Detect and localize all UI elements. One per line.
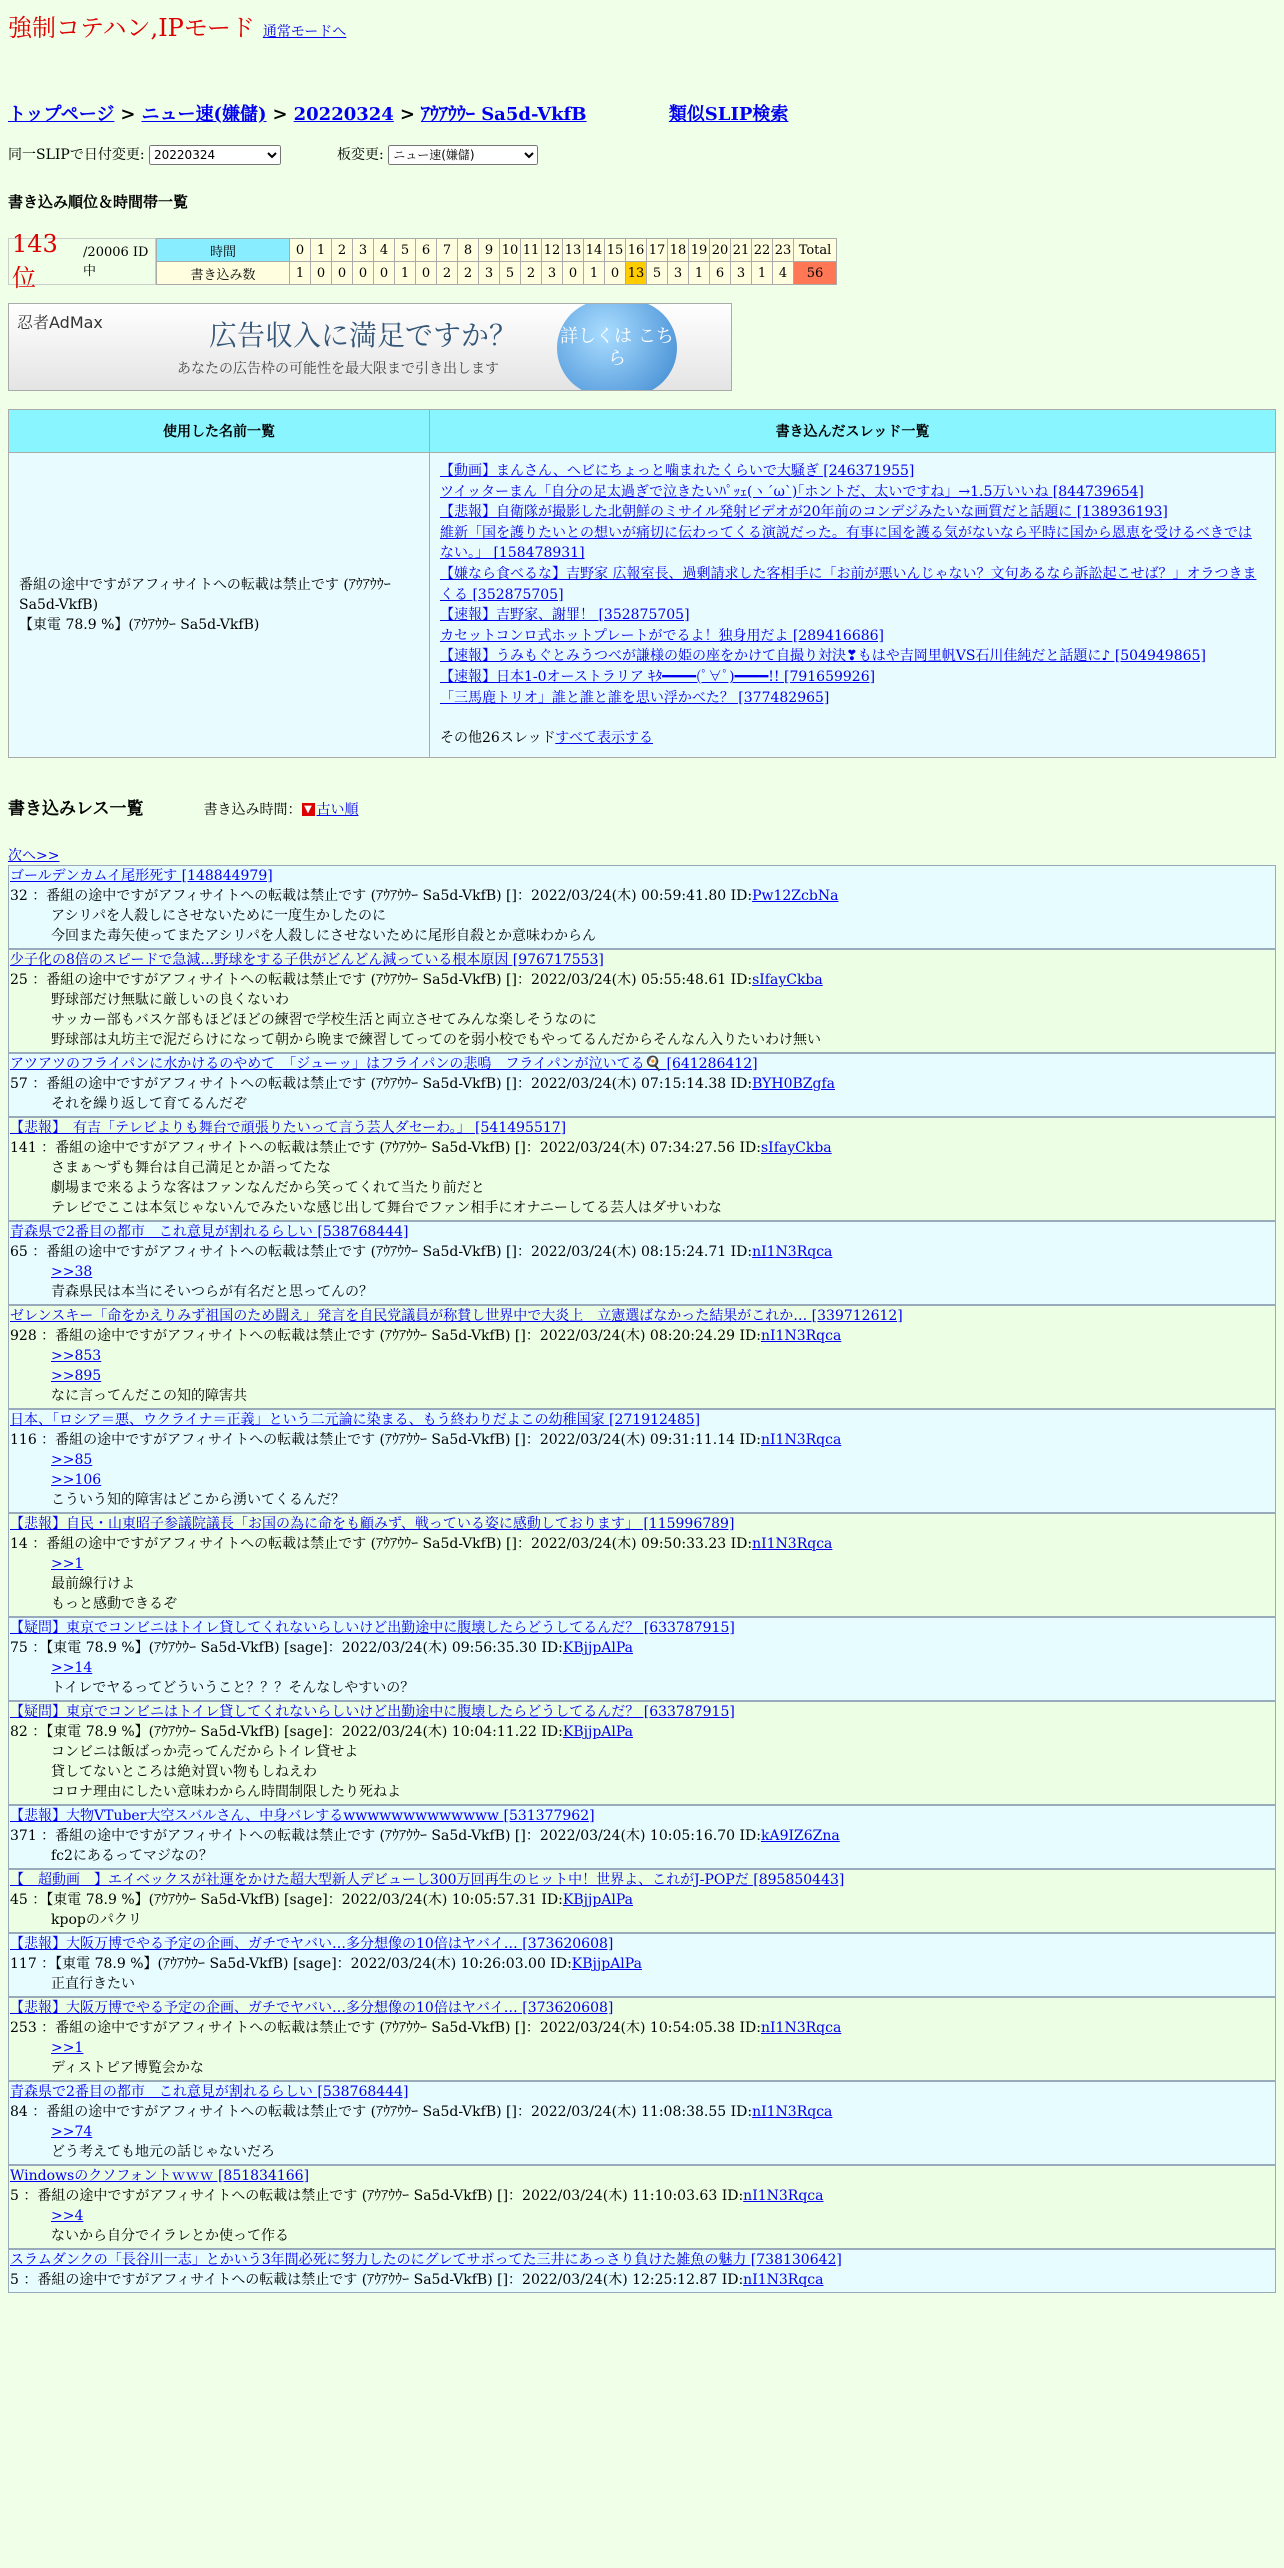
count-cell: 3	[731, 262, 752, 285]
hour-row	[157, 239, 837, 262]
post-body	[9, 1450, 1275, 1510]
post-header-text: 84 ：番組の途中ですがアフィサイトへの転載は禁止です (ｱｳｱｳｳｰ Sa5d-VkfB) []：2022/03/24(木) 11:08:38.55 ID:	[10, 2103, 753, 2120]
breadcrumb-separator: >	[272, 104, 288, 125]
post-header	[9, 1326, 1275, 1346]
sort-control	[204, 799, 359, 819]
post-header	[9, 2018, 1275, 2038]
count-cell: 0	[332, 262, 353, 285]
post-thread-link[interactable]: 【 超動画 】エイベックスが社運をかけた超大型新人デビューし300万回再生のヒット中！世界よ、これがJ-POPだ [895850443]	[10, 1871, 845, 1888]
normal-mode-link[interactable]: 通常モードへ	[262, 24, 347, 40]
post-text-line: ディストピア博覧会かな	[51, 2059, 204, 2076]
post-thread-link[interactable]: 【疑問】東京でコンビニはトイレ貸してくれないらしいけど出勤途中に腹壊したらどうしてるんだ？ [633787915]	[10, 1703, 735, 1720]
post-text-line: 最前線行けよ	[51, 1575, 135, 1592]
reply-anchor-link[interactable]: >>895	[51, 1367, 102, 1384]
hour-cell: 12	[542, 239, 563, 262]
post-body	[9, 2038, 1275, 2078]
post-thread-link[interactable]: アツアツのフライパンに水かけるのやめて 「ジューッ」はフライパンの悲鳴 フライパンが泣いてる🍳 [641286412]	[10, 1055, 758, 1072]
thread-list-item	[440, 502, 1265, 523]
post-thread-link[interactable]: 【悲報】大物VTuber大空スバルさん、中身バレするwwwwwwwwwwwww [531377962]	[10, 1807, 595, 1824]
breadcrumb-date[interactable]: 20220324	[293, 104, 394, 125]
threads-cell	[430, 453, 1276, 758]
names-header: 使用した名前一覧	[9, 410, 430, 453]
post-item	[8, 1053, 1276, 1117]
reply-anchor-link[interactable]: >>38	[51, 1263, 93, 1280]
post-header	[9, 2102, 1275, 2122]
count-cell: 5	[500, 262, 521, 285]
post-thread-link[interactable]: 【疑問】東京でコンビニはトイレ貸してくれないらしいけど出勤途中に腹壊したらどうしてるんだ？ [633787915]	[10, 1619, 735, 1636]
thread-link[interactable]: ツイッターまん「自分の足太過ぎで泣きたいﾊﾟｯｪ(ヽ´ω`)｢ホントだ、太いですね」→1.5万いいね [844739654]	[440, 483, 1144, 500]
thread-link[interactable]: 維新「国を護りたいとの想いが痛切に伝わってくる演説だった。有事に国を護る気がないなら平時に国から恩恵を受けるべきではない。」 [158478931]	[440, 524, 1252, 562]
hour-cell: 17	[647, 239, 668, 262]
post-thread-link[interactable]: 【悲報】大阪万博でやる予定の企画、ガチでヤバい…多分想像の10倍はヤバイ… [373620608]	[10, 1999, 614, 2016]
reply-anchor-link[interactable]: >>1	[51, 2039, 84, 2056]
post-item	[8, 2081, 1276, 2165]
post-text-line: 野球部だけ無駄に厳しいの良くないわ	[51, 991, 289, 1008]
thread-list-item	[440, 626, 1265, 647]
hour-cell: 11	[521, 239, 542, 262]
post-text-line: もっと感動できるぞ	[51, 1595, 177, 1612]
count-cell: 1	[752, 262, 773, 285]
thread-link[interactable]: 【動画】まんさん、ヘビにちょっと噛まれたくらいで大騒ぎ [246371955]	[440, 463, 915, 479]
count-cell: 2	[437, 262, 458, 285]
post-text-line: fc2にあるってマジなの？	[51, 1847, 213, 1864]
post-id-link[interactable]: KBjjpAlPa	[562, 1723, 634, 1740]
post-body	[9, 2206, 1275, 2246]
post-thread-link[interactable]: ゼレンスキー「命をかえりみず祖国のため闘え」発言を自民党議員が称賛し世界中で大炎上 立憲選ばなかった結果がこれか… [339712612]	[10, 1307, 903, 1324]
post-item	[8, 1117, 1276, 1221]
threads-more	[440, 728, 1265, 749]
post-header-text: 141 ：番組の途中ですがアフィサイトへの転載は禁止です (ｱｳｱｳｳｰ Sa5d-VkfB) []：2022/03/24(木) 07:34:27.56 ID:	[10, 1139, 761, 1156]
count-cell: 2	[521, 262, 542, 285]
post-header-text: 253 ：番組の途中ですがアフィサイトへの転載は禁止です (ｱｳｱｳｳｰ Sa5d-VkfB) []：2022/03/24(木) 10:54:05.38 ID:	[10, 2019, 761, 2036]
post-body	[9, 2122, 1275, 2162]
post-text-line: どう考えても地元の話じゃないだろ	[51, 2143, 275, 2160]
post-text-line: 青森県民は本当にそいつらが有名だと思ってんの？	[51, 1283, 373, 1300]
count-cell: 2	[458, 262, 479, 285]
breadcrumb-top[interactable]: トップページ	[8, 104, 115, 125]
thread-list-item	[440, 605, 1265, 626]
post-id-link[interactable]: kA9IZ6Zna	[760, 1827, 840, 1844]
post-thread-link[interactable]: 日本、「ロシア＝悪、ウクライナ＝正義」という二元論に染まる、もう終わりだよこの幼稚国家 [271912485]	[10, 1411, 701, 1428]
count-total-cell: 56	[794, 262, 837, 285]
post-text-line: コンビニは飯ばっか売ってんだからトイレ貸せよ	[51, 1743, 359, 1760]
post-item	[8, 1701, 1276, 1805]
post-text-line: ないから自分でイラレとか使って作る	[51, 2227, 289, 2244]
post-id-link[interactable]: nI1N3Rqca	[743, 2271, 824, 2288]
count-cell: 6	[710, 262, 731, 285]
post-body	[9, 1346, 1275, 1406]
similar-slip-search-link[interactable]: 類似SLIP検索	[668, 104, 789, 125]
hour-cell: 22	[752, 239, 773, 262]
selector-row	[8, 144, 1276, 165]
count-row-label: 書き込み数	[157, 262, 290, 285]
hour-cell: 20	[710, 239, 731, 262]
post-id-link[interactable]: nI1N3Rqca	[752, 1243, 833, 1260]
posts-heading: 書き込みレス一覧	[8, 798, 144, 819]
post-body	[9, 1846, 1275, 1866]
hour-cell: 21	[731, 239, 752, 262]
hour-cell: 2	[332, 239, 353, 262]
count-cell: 0	[605, 262, 626, 285]
rank-summary	[8, 230, 156, 292]
post-text-line: コロナ理由にしたい意味わからん時間制限したり死ねよ	[51, 1783, 401, 1800]
post-header-text: 65 ：番組の途中ですがアフィサイトへの転載は禁止です (ｱｳｱｳｳｰ Sa5d-VkfB) []：2022/03/24(木) 08:15:24.71 ID:	[10, 1243, 753, 1260]
breadcrumb-separator: >	[399, 104, 415, 125]
hour-row-label: 時間	[157, 239, 290, 262]
post-item	[8, 1409, 1276, 1513]
reply-anchor-link[interactable]: >>14	[51, 1659, 93, 1676]
post-thread-link[interactable]: ゴールデンカムイ尾形死す [148844979]	[10, 867, 273, 884]
thread-link[interactable]: 「三馬鹿トリオ」誰と誰と誰を思い浮かべた？ [377482965]	[440, 689, 830, 706]
post-body	[9, 1658, 1275, 1698]
board-change-control	[337, 144, 538, 165]
count-cell: 1	[395, 262, 416, 285]
post-text-line: それを繰り返して育てるんだぞ	[51, 1095, 247, 1112]
post-thread-link[interactable]: 青森県で2番目の都市 これ意見が割れるらしい [538768444]	[10, 1223, 409, 1240]
hour-cell: 13	[563, 239, 584, 262]
post-item	[8, 2165, 1276, 2249]
post-body	[9, 1158, 1275, 1218]
post-id-link[interactable]: nI1N3Rqca	[752, 2103, 833, 2120]
post-id-link[interactable]: nI1N3Rqca	[760, 1327, 842, 1344]
thread-link[interactable]: 【悲報】自衛隊が撮影した北朝鮮のミサイル発射ビデオが20年前のコンデジみたいな画質だと話題に [138936193]	[440, 504, 1168, 521]
post-item	[8, 1805, 1276, 1869]
sort-label: 書き込み時間：	[203, 801, 302, 818]
sort-oldest-link[interactable]: 古い順	[316, 801, 359, 818]
post-header	[9, 1954, 1275, 1974]
post-id-link[interactable]: KBjjpAlPa	[562, 1891, 634, 1908]
post-header	[9, 2270, 1275, 2290]
post-item	[8, 1513, 1276, 1617]
post-thread-link[interactable]: スラムダンクの「長谷川一志」とかいう3年間必死に努力したのにグレてサボってた三井にあっさり負けた雑魚の魅力 [738130642]	[10, 2251, 842, 2268]
reply-anchor-link[interactable]: >>106	[51, 1471, 102, 1488]
mode-title: 強制コテハン,IPモード	[8, 14, 255, 42]
post-header-text: 116 ：番組の途中ですがアフィサイトへの転載は禁止です (ｱｳｱｳｳｰ Sa5d-VkfB) []：2022/03/24(木) 09:31:11.14 ID:	[10, 1431, 761, 1448]
name-item: 番組の途中ですがアフィサイトへの転載は禁止です (ｱｳｱｳｳｰ Sa5d-VkfB)	[19, 576, 391, 613]
post-body	[9, 1554, 1275, 1614]
post-header-text: 5 ：番組の途中ですがアフィサイトへの転載は禁止です (ｱｳｱｳｳｰ Sa5d-VkfB) []：2022/03/24(木) 11:10:03.63 ID:	[10, 2187, 744, 2204]
post-text-line: サッカー部もバスケ部もほどほどの練習で学校生活と両立させてみんな楽しそうなのに	[51, 1011, 597, 1028]
thread-list-item	[440, 688, 1265, 709]
thread-list-item	[440, 646, 1265, 667]
post-list	[8, 865, 1276, 2293]
post-header-text: 57 ：番組の途中ですがアフィサイトへの転載は禁止です (ｱｳｱｳｳｰ Sa5d-VkfB) []：2022/03/24(木) 07:15:14.38 ID:	[10, 1075, 753, 1092]
hour-cell: 1	[311, 239, 332, 262]
hour-cell: 23	[773, 239, 794, 262]
date-change-label: 同一SLIPで日付変更:	[8, 147, 145, 163]
hour-cell: 19	[689, 239, 710, 262]
count-cell: 3	[542, 262, 563, 285]
post-header-text: 928 ：番組の途中ですがアフィサイトへの転載は禁止です (ｱｳｱｳｳｰ Sa5d-VkfB) []：2022/03/24(木) 08:20:24.29 ID:	[10, 1327, 761, 1344]
ad-headline: 広告収入に満足ですか？	[209, 319, 518, 352]
post-text-line: さまぁ～ずも舞台は自己満足とか語ってたな	[51, 1159, 331, 1176]
thread-list-item	[440, 523, 1265, 564]
post-header-text: 75 ：【東電 78.9 %】(ｱｳｱｳｳｰ Sa5d-VkfB) [sage]：2022/03/24(木) 09:56:35.30 ID:	[10, 1639, 563, 1656]
breadcrumb-board[interactable]: ニュー速(嫌儲)	[141, 104, 267, 125]
post-text-line: テレビでここは本気じゃないんでみたいな感じ出して舞台でファン相手にオナニーしてる芸人はダサいわな	[51, 1199, 722, 1216]
thread-link[interactable]: 【速報】吉野家、謝罪！ [352875705]	[440, 607, 690, 624]
thread-list-item	[440, 564, 1265, 605]
count-cell: 4	[773, 262, 794, 285]
post-thread-link[interactable]: 少子化の8倍のスピードで急減…野球をする子供がどんどん減っている根本原因 [976717553]	[10, 951, 604, 968]
post-id-link[interactable]: KBjjpAlPa	[562, 1639, 634, 1656]
post-text-line: 劇場まで来るような客はファンなんだから笑ってくれて当たり前だと	[51, 1179, 485, 1196]
post-text-line: なに言ってんだこの知的障害共	[51, 1387, 247, 1404]
count-row	[157, 262, 837, 285]
post-body	[9, 990, 1275, 1050]
hour-cell: 14	[584, 239, 605, 262]
count-cell: 0	[353, 262, 374, 285]
hour-cell: 15	[605, 239, 626, 262]
breadcrumb	[8, 100, 1276, 126]
thread-list-item	[440, 667, 1265, 688]
hour-cell: 0	[290, 239, 311, 262]
post-item	[8, 865, 1276, 949]
post-item	[8, 1997, 1276, 2081]
ranking-box	[8, 230, 1276, 292]
post-item	[8, 1869, 1276, 1933]
post-body	[9, 1262, 1275, 1302]
breadcrumb-separator: >	[120, 104, 136, 125]
thread-list	[440, 461, 1265, 708]
thread-link[interactable]: カセットコンロ式ホットプレートがでるよ！独身用だよ [289416686]	[440, 627, 884, 644]
hour-cell: 7	[437, 239, 458, 262]
post-body	[9, 1910, 1275, 1930]
hour-total-header: Total	[794, 239, 837, 262]
show-all-threads-link[interactable]: すべて表示する	[555, 730, 653, 747]
count-cell: 13	[626, 262, 647, 285]
date-change-control	[8, 144, 281, 165]
thread-link[interactable]: 【速報】日本1-0オーストラリア ｷﾀ━━━━(ﾟ∀ﾟ)━━━━!! [791659926]	[440, 668, 876, 685]
thread-list-item	[440, 482, 1265, 503]
reply-anchor-link[interactable]: >>1	[51, 1555, 84, 1572]
post-id-link[interactable]: nI1N3Rqca	[760, 2019, 842, 2036]
post-id-link[interactable]: BYH0BZgfa	[752, 1075, 835, 1092]
post-text-line: トイレでヤるってどういうこと？？？そんなしやすいの？	[51, 1679, 415, 1696]
mode-header	[8, 8, 1276, 44]
sort-arrow-icon: ▼	[302, 803, 315, 816]
thread-link[interactable]: 【速報】うみもぐとみうつべが謙様の姫の座をかけて自撮り対決❣もはや吉岡里帆VS石川佳純だと話題に♪ [504949865]	[440, 648, 1206, 665]
post-header-text: 117 ：【東電 78.9 %】(ｱｳｱｳｳｰ Sa5d-VkfB) [sage]：2022/03/24(木) 10:26:03.00 ID:	[10, 1955, 572, 1972]
hour-cell: 3	[353, 239, 374, 262]
post-text-line: 今回また毒矢使ってまたアシリパを人殺しにさせないために尾形自殺とか意味わからん	[51, 927, 597, 944]
post-text-line: アシリパを人殺しにさせないために一度生かしたのに	[51, 907, 387, 924]
post-header-text: 45 ：【東電 78.9 %】(ｱｳｱｳｳｰ Sa5d-VkfB) [sage]：2022/03/24(木) 10:05:57.31 ID:	[10, 1891, 563, 1908]
post-header	[9, 1138, 1275, 1158]
post-id-link[interactable]: nI1N3Rqca	[743, 2187, 824, 2204]
board-change-label: 板変更:	[337, 147, 384, 163]
name-item: 【東電 78.9 %】(ｱｳｱｳｳｰ Sa5d-VkfB)	[19, 616, 260, 633]
hourly-table	[156, 238, 837, 285]
count-cell: 0	[416, 262, 437, 285]
post-text-line: こういう知的障害はどこから湧いてくるんだ？	[51, 1491, 345, 1508]
ad-subtext: あなたの広告枠の可能性を最大限まで引き出します	[177, 361, 499, 377]
post-body	[9, 1094, 1275, 1114]
post-text-line: 正直行きたい	[51, 1975, 135, 1992]
hour-cell: 10	[500, 239, 521, 262]
post-text-line: 野球部は丸坊主で泥だらけになって朝から晩まで練習してってのを弱小校でもやってるんだからそんなん入りたいわけ無い	[51, 1031, 821, 1048]
post-header-text: 82 ：【東電 78.9 %】(ｱｳｱｳｳｰ Sa5d-VkfB) [sage]：2022/03/24(木) 10:04:11.22 ID:	[10, 1723, 563, 1740]
board-select[interactable]	[388, 145, 538, 165]
date-select[interactable]	[149, 145, 281, 165]
post-header-text: 371 ：番組の途中ですがアフィサイトへの転載は禁止です (ｱｳｱｳｳｰ Sa5d-VkfB) []：2022/03/24(木) 10:05:16.70 ID:	[10, 1827, 761, 1844]
thread-list-item	[440, 461, 1265, 482]
post-thread-link[interactable]: 【悲報】大阪万博でやる予定の企画、ガチでヤバい…多分想像の10倍はヤバイ… [373620608]	[10, 1935, 614, 1952]
post-thread-link[interactable]: 【悲報】自民・山東昭子参議院議長「お国の為に命をも顧みず、戦っている姿に感動しております」 [115996789]	[10, 1515, 735, 1532]
post-header	[9, 1242, 1275, 1262]
reply-anchor-link[interactable]: >>853	[51, 1347, 102, 1364]
post-header-text: 14 ：番組の途中ですがアフィサイトへの転載は禁止です (ｱｳｱｳｳｰ Sa5d-VkfB) []：2022/03/24(木) 09:50:33.23 ID:	[10, 1535, 753, 1552]
threads-more-label: その他26スレッド	[440, 730, 556, 747]
post-header	[9, 886, 1275, 906]
post-id-link[interactable]: nI1N3Rqca	[752, 1535, 833, 1552]
post-header	[9, 1074, 1275, 1094]
ranking-heading: 書き込み順位＆時間帯一覧	[8, 193, 189, 211]
next-page-link[interactable]: 次へ>>	[8, 847, 60, 864]
post-item	[8, 949, 1276, 1053]
post-header	[9, 1890, 1275, 1910]
post-text-line: 貸してないところは絶対買い物もしねえわ	[51, 1763, 317, 1780]
post-id-link[interactable]: KBjjpAlPa	[571, 1955, 642, 1972]
reply-anchor-link[interactable]: >>85	[51, 1451, 93, 1468]
post-body	[9, 1974, 1275, 1994]
count-cell: 0	[563, 262, 584, 285]
post-item	[8, 1305, 1276, 1409]
ad-logo: 忍者AdMax	[17, 313, 103, 332]
post-id-link[interactable]: sIfayCkba	[752, 971, 823, 988]
hour-cell: 16	[626, 239, 647, 262]
rank-total: /20006 ID中	[83, 244, 149, 279]
posts-heading-row	[8, 794, 1276, 819]
post-item	[8, 1933, 1276, 1997]
hour-cell: 9	[479, 239, 500, 262]
reply-anchor-link[interactable]: >>74	[51, 2123, 93, 2140]
post-item	[8, 1221, 1276, 1305]
threads-header: 書き込んだスレッド一覧	[430, 410, 1276, 453]
ad-banner[interactable]	[8, 303, 732, 391]
count-cell: 5	[647, 262, 668, 285]
post-header	[9, 1826, 1275, 1846]
hour-cell: 18	[668, 239, 689, 262]
count-cell: 3	[668, 262, 689, 285]
ad-cta-button[interactable]: 詳しくは こちら	[557, 303, 677, 391]
count-cell: 1	[584, 262, 605, 285]
post-id-link[interactable]: Pw12ZcbNa	[752, 887, 839, 904]
post-header	[9, 1534, 1275, 1554]
post-header-text: 25 ：番組の途中ですがアフィサイトへの転載は禁止です (ｱｳｱｳｳｰ Sa5d-VkfB) []：2022/03/24(木) 05:55:48.61 ID:	[10, 971, 753, 988]
post-header	[9, 1638, 1275, 1658]
count-cell: 1	[290, 262, 311, 285]
names-cell	[9, 453, 430, 758]
count-cell: 0	[311, 262, 332, 285]
hour-cell: 4	[374, 239, 395, 262]
hour-cell: 6	[416, 239, 437, 262]
post-body	[9, 906, 1275, 946]
count-cell: 0	[374, 262, 395, 285]
count-cell: 3	[479, 262, 500, 285]
post-id-link[interactable]: nI1N3Rqca	[760, 1431, 842, 1448]
post-thread-link[interactable]: Windowsのクソフォントｗｗｗ [851834166]	[10, 2167, 310, 2184]
post-item	[8, 2249, 1276, 2293]
reply-anchor-link[interactable]: >>4	[51, 2207, 84, 2224]
post-id-link[interactable]: sIfayCkba	[760, 1139, 832, 1156]
post-thread-link[interactable]: 青森県で2番目の都市 これ意見が割れるらしい [538768444]	[10, 2083, 409, 2100]
thread-link[interactable]: 【嫌なら食べるな】吉野家 広報室長、過剰請求した客相手に「お前が悪いんじゃない？文句あるなら訴訟起こせば？」オラつきまくる [352875705]	[440, 565, 1257, 603]
breadcrumb-slip[interactable]: ｱｳｱｳｳｰ Sa5d-VkfB	[420, 104, 587, 125]
post-header	[9, 1722, 1275, 1742]
hour-cell: 5	[395, 239, 416, 262]
count-cell: 1	[689, 262, 710, 285]
post-header	[9, 970, 1275, 990]
post-body	[9, 1742, 1275, 1802]
post-text-line: kpopのパクリ	[51, 1911, 142, 1928]
summary-table	[8, 409, 1276, 758]
post-header	[9, 1430, 1275, 1450]
post-header	[9, 2186, 1275, 2206]
post-header-text: 5 ：番組の途中ですがアフィサイトへの転載は禁止です (ｱｳｱｳｳｰ Sa5d-VkfB) []：2022/03/24(木) 12:25:12.87 ID:	[10, 2271, 744, 2288]
rank-value: 143 位	[12, 230, 58, 292]
hour-cell: 8	[458, 239, 479, 262]
post-header-text: 32 ：番組の途中ですがアフィサイトへの転載は禁止です (ｱｳｱｳｳｰ Sa5d-VkfB) []：2022/03/24(木) 00:59:41.80 ID:	[10, 887, 753, 904]
post-thread-link[interactable]: 【悲報】 有吉「テレビよりも舞台で頑張りたいって言う芸人ダセーわ。」 [541495517]	[10, 1119, 567, 1136]
post-item	[8, 1617, 1276, 1701]
